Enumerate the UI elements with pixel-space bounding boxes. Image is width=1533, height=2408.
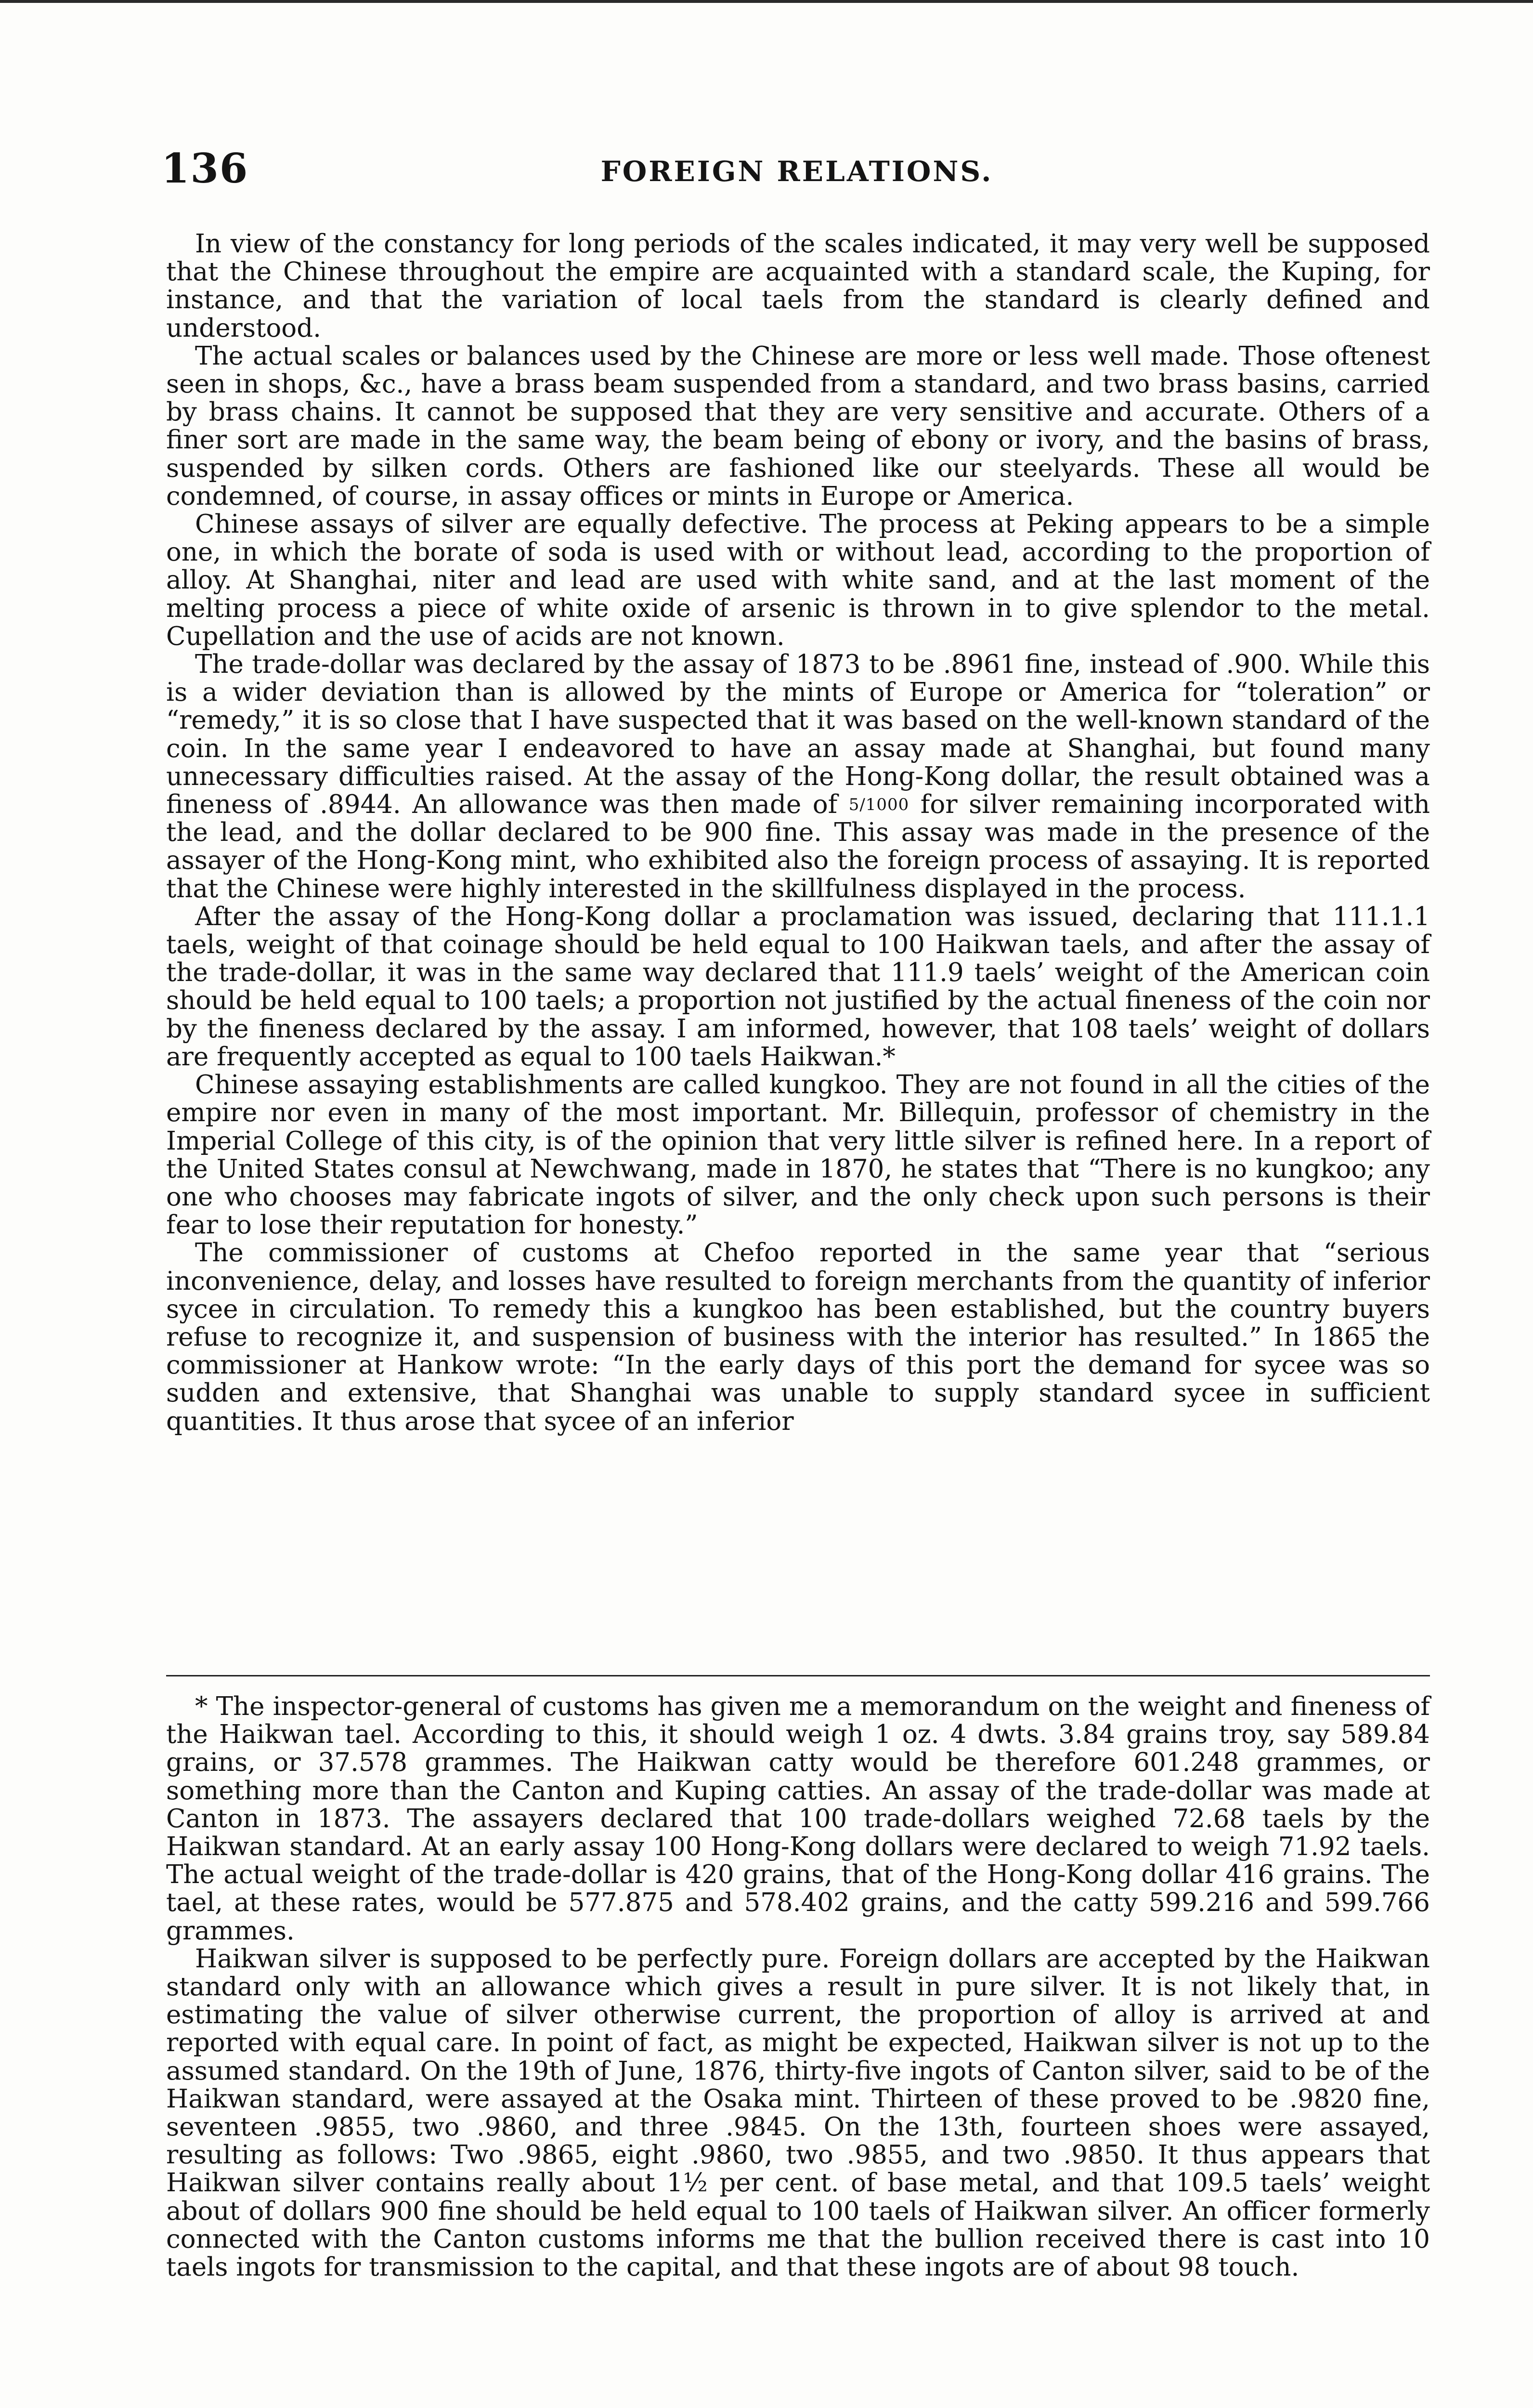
running-head: FOREIGN RELATIONS. xyxy=(600,155,993,188)
paragraph-text: for silver remaining incorporated with the lead, and the dollar declared to be 900 fine. This assay was made in the presence of the assayer of the Hong-Kong mint, who exhibited also the foreign process of assaying. It is reported that the Chinese were highly interested in the skillfulness displayed in the process. xyxy=(166,790,1430,903)
paragraph-text: The trade-dollar was declared by the assay of 1873 to be .8961 fine, instead of .900. While this is a wider deviation than is allowed by the mints of Europe or America for “toleration” or “remedy,” it is so close that I have suspected that it was based on the well-known standard of the coin. In the same year I endeavored to have an assay made at Shanghai, but found many unnecessary difficulties raised. At the assay of the Hong-Kong dollar, the result obtained was a fineness of .8944. An allowance was then made of xyxy=(166,650,1430,820)
footnote: Haikwan silver is supposed to be perfectly pure. Foreign dollars are accepted by the Haikwan standard only with an allowance which gives a result in pure silver. It is not likely that, in estimating the value of silver otherwise current, the proportion of alloy is arrived at and reported with equal care. In point of fact, as might be expected, Haikwan silver is not up to the assumed standard. On the 19th of June, 1876, thirty-five ingots of Canton silver, said to be of the Haikwan standard, were assayed at the Osaka mint. Thirteen of these proved to be .9820 fine, seventeen .9855, two .9860, and three .9845. On the 13th, fourteen shoes were assayed, resulting as follows: Two .9865, eight .9860, two .9855, and two .9850. It thus appears that Haikwan silver contains really about 1½ per cent. of base metal, and that 109.5 taels’ weight about of dollars 900 fine should be held equal to 100 taels of Haikwan silver. An officer formerly connected with the Canton customs informs me that the bullion received there is cast into 10 taels ingots for transmission to the capital, and that these ingots are of about 98 touch. xyxy=(166,1944,1430,2282)
paragraph xyxy=(166,651,1430,903)
page-number: 136 xyxy=(161,144,249,192)
paragraph: After the assay of the Hong-Kong dollar a proclamation was issued, declaring that 111.1.1 taels, weight of that coinage should be held equal to 100 Haikwan taels, and after the assay of the trade-dollar, it was in the same way declared that 111.9 taels’ weight of the American coin should be held equal to 100 taels; a proportion not justified by the actual fineness of the coin nor by the fineness declared by the assay. I am informed, however, that 108 taels’ weight of dollars are frequently accepted as equal to 100 taels Haikwan.* xyxy=(166,902,1430,1072)
paragraph: The actual scales or balances used by the Chinese are more or less well made. Those oftenest seen in shops, &c., have a brass beam suspended from a standard, and two brass basins, carried by brass chains. It cannot be supposed that they are very sensitive and accurate. Others of a finer sort are made in the same way, the beam being of ebony or ivory, and the basins of brass, suspended by silken cords. Others are fashioned like our steelyards. These all would be condemned, of course, in assay offices or mints in Europe or America. xyxy=(166,341,1430,511)
top-edge-rule xyxy=(0,0,1533,3)
footnote: * The inspector-general of customs has given me a memorandum on the weight and fineness of the Haikwan tael. According to this, it should weigh 1 oz. 4 dwts. 3.84 grains troy, say 589.84 grains, or 37.578 grammes. The Haikwan catty would be therefore 601.248 grammes, or something more than the Canton and Kuping catties. An assay of the trade-dollar was made at Canton in 1873. The assayers declared that 100 trade-dollars weighed 72.68 taels by the Haikwan standard. At an early assay 100 Hong-Kong dollars were declared to weigh 71.92 taels. The actual weight of the trade-dollar is 420 grains, that of the Hong-Kong dollar 416 grains. The tael, at these rates, would be 577.875 and 578.402 grains, and the catty 599.216 and 599.766 grammes. xyxy=(166,1692,1430,1946)
paragraph: Chinese assaying establishments are called kungkoo. They are not found in all the cities of the empire nor even in many of the most important. Mr. Billequin, professor of chemistry in the Imperial College of this city, is of the opinion that very little silver is refined here. In a report of the United States consul at Newchwang, made in 1870, he states that “There is no kungkoo; any one who chooses may fabricate ingots of silver, and the only check upon such persons is their fear to lose their reputation for honesty.” xyxy=(166,1070,1430,1240)
fraction: 5/1000 xyxy=(848,795,909,815)
main-text xyxy=(166,230,1430,1436)
footnotes xyxy=(166,1693,1430,2281)
paragraph: Chinese assays of silver are equally defective. The process at Peking appears to be a simple one, in which the borate of soda is used with or without lead, according to the proportion of alloy. At Shanghai, niter and lead are used with white sand, and at the last moment of the melting process a piece of white oxide of arsenic is thrown in to give splendor to the metal. Cupellation and the use of acids are not known. xyxy=(166,510,1430,651)
footnote-divider xyxy=(166,1675,1430,1676)
page-header xyxy=(161,144,1432,202)
paragraph: The commissioner of customs at Chefoo reported in the same year that “serious inconvenience, delay, and losses have resulted to foreign merchants from the quantity of inferior sycee in circulation. To remedy this a kungkoo has been established, but the country buyers refuse to recognize it, and suspension of business with the interior has resulted.” In 1865 the commissioner at Hankow wrote: “In the early days of this port the demand for sycee was so sudden and extensive, that Shanghai was unable to supply standard sycee in sufficient quantities. It thus arose that sycee of an inferior xyxy=(166,1238,1430,1436)
paragraph: In view of the constancy for long periods of the scales indicated, it may very well be supposed that the Chinese throughout the empire are acquainted with a standard scale, the Kuping, for instance, and that the variation of local taels from the standard is clearly defined and understood. xyxy=(166,229,1430,343)
